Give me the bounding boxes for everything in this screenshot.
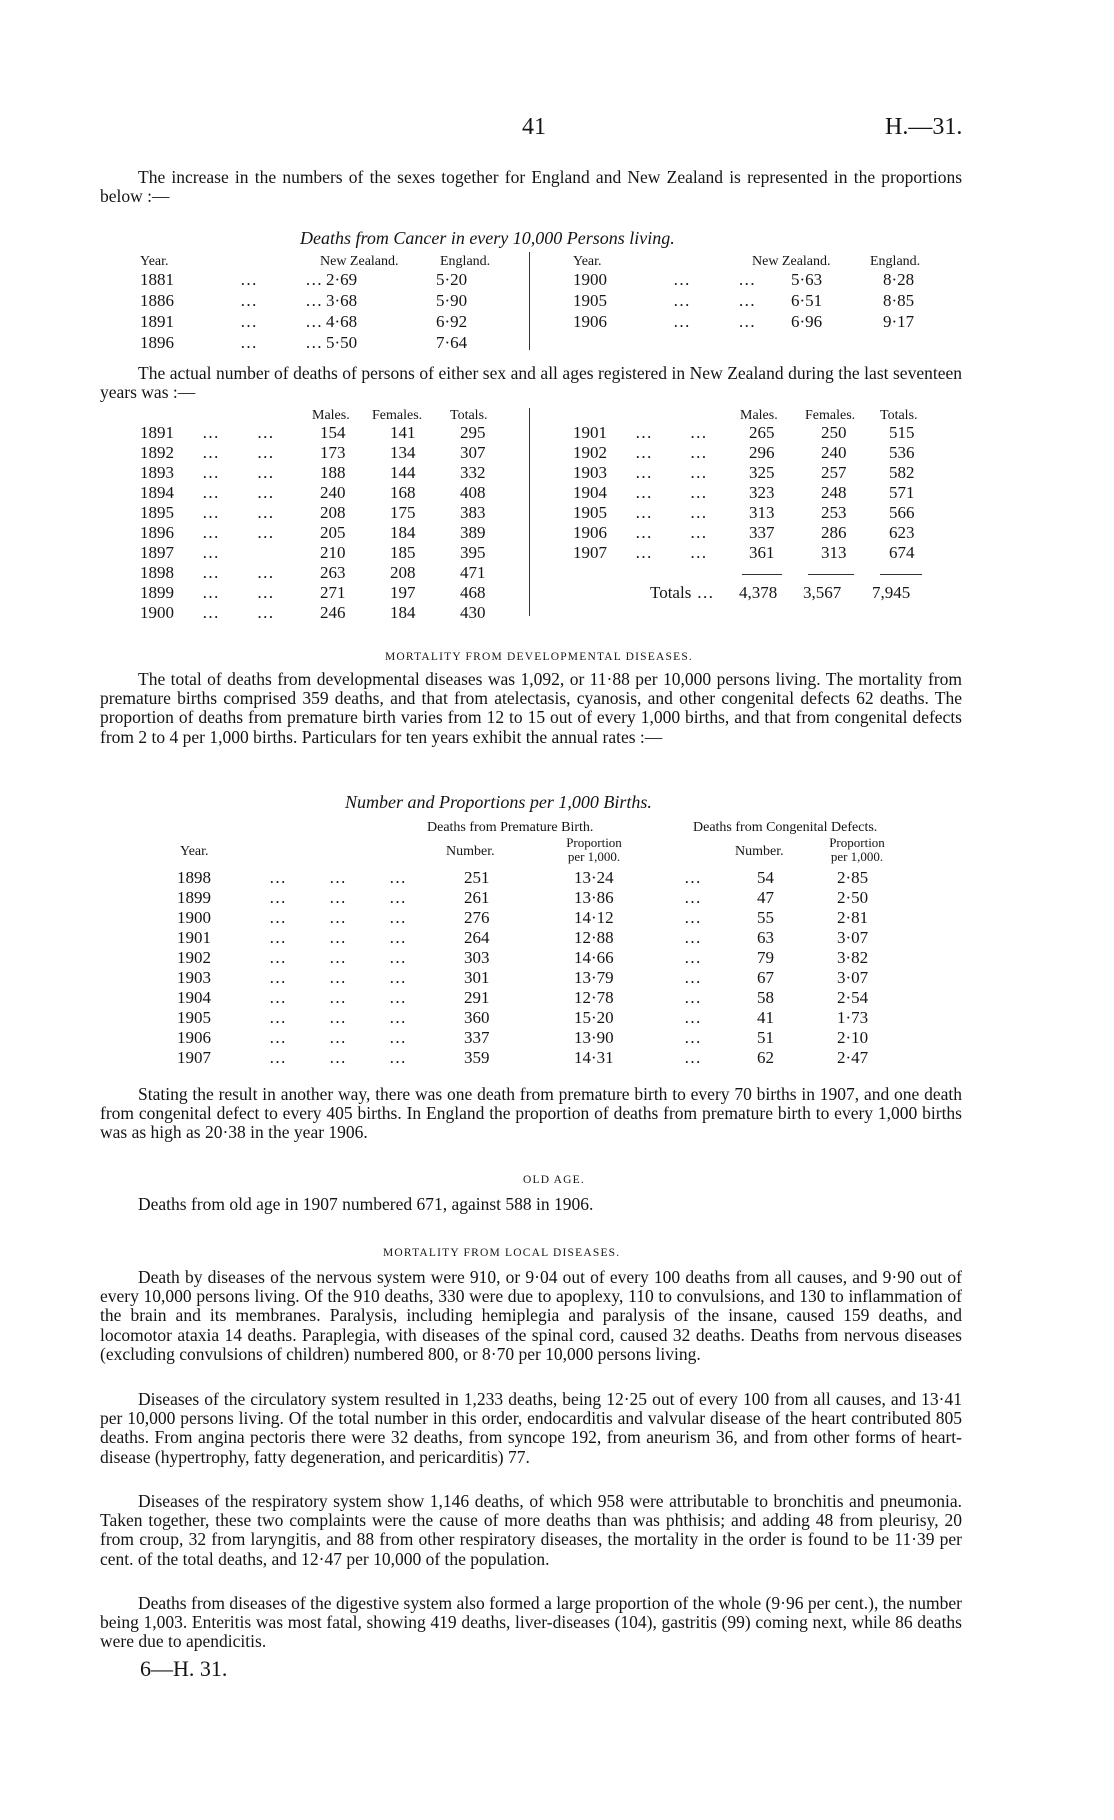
sex-col-females-left: Females.: [372, 408, 423, 423]
developmental-heading: MORTALITY FROM DEVELOPMENTAL DISEASES.: [385, 651, 693, 663]
seventeen-years-paragraph: The actual number of deaths of persons of either sex and all ages registered in New Zealand during the last seventeen years was :—: [100, 363, 962, 403]
totals-females: 3,567: [803, 583, 842, 602]
page-number: 41: [522, 114, 546, 140]
cancer-col-nz-left: New Zealand.: [320, 254, 399, 269]
totals-males: 4,378: [739, 583, 778, 602]
stating-paragraph: Stating the result in another way, there was one death from premature birth to every 70 births in 1907, and one death from congenital defect to every 405 births. In England the proportion of deaths from premature birth to every 1,000 births was as high as 20·38 in the year 1906.: [100, 1084, 962, 1143]
cancer-table-caption: Deaths from Cancer in every 10,000 Persons living.: [300, 228, 675, 248]
developmental-paragraph: The total of deaths from developmental diseases was 1,092, or 11·88 per 10,000 persons living. The mortality from premature births comprised 359 deaths, and that from atelectasis, cyanosis, and other congenital defects 62 deaths. The proportion of deaths from premature birth varies from 12 to 15 out of every 1,000 births, and that from congenital defects from 2 to 4 per 1,000 births. Particulars for ten years exhibit the annual rates :—: [100, 669, 962, 747]
document-reference: H.—31.: [885, 114, 963, 140]
local-diseases-heading: MORTALITY FROM LOCAL DISEASES.: [383, 1247, 621, 1259]
cancer-col-year-right: Year.: [573, 254, 602, 269]
cancer-col-eng-left: England.: [440, 254, 491, 269]
births-table-caption: Number and Proportions per 1,000 Births.: [345, 792, 652, 812]
premature-col-proportion: Proportion per 1,000.: [566, 835, 622, 864]
cancer-col-eng-right: England.: [870, 254, 921, 269]
sex-col-males-right: Males.: [740, 408, 778, 423]
premature-col-number: Number.: [446, 844, 495, 859]
digestive-system-paragraph: Deaths from diseases of the digestive system also formed a large proportion of the whole (9·96 per cent.), the number being 1,003. Enteritis was most fatal, showing 419 deaths, liver-diseases (104), gastritis (99) coming next, while 86 deaths were due to apendicitis.: [100, 1593, 962, 1652]
premature-group-header: Deaths from Premature Birth.: [427, 820, 594, 835]
sex-col-females-right: Females.: [805, 408, 856, 423]
totals-row: Totals …: [650, 583, 715, 602]
congenital-group-header: Deaths from Congenital Defects.: [693, 820, 878, 835]
old-age-paragraph: Deaths from old age in 1907 numbered 671, against 588 in 1906.: [138, 1194, 594, 1214]
sex-table-divider: [529, 408, 530, 616]
congenital-col-number: Number.: [735, 844, 784, 859]
totals-rule-totals: [880, 574, 922, 575]
intro-paragraph: The increase in the numbers of the sexes together for England and New Zealand is represented in the proportions below :—: [100, 167, 962, 207]
sex-col-totals-left: Totals.: [450, 408, 488, 423]
respiratory-system-paragraph: Diseases of the respiratory system show 1,146 deaths, of which 958 were attributable to bronchitis and pneumonia. Taken together, these two complaints were the cause of more deaths than was phthisis; and adding 48 from pleurisy, 20 from croup, 32 from laryngitis, and 88 from other respiratory diseases, the mortality in the order is found to be 11·39 per cent. of the total deaths, and 12·47 per 10,000 of the population.: [100, 1491, 962, 1569]
signature-mark: 6—H. 31.: [140, 1656, 228, 1681]
cancer-col-year-left: Year.: [140, 254, 169, 269]
totals-totals: 7,945: [872, 583, 911, 602]
cancer-col-nz-right: New Zealand.: [752, 254, 831, 269]
sex-col-males-left: Males.: [312, 408, 350, 423]
cancer-table-divider: [529, 252, 530, 350]
old-age-heading: OLD AGE.: [523, 1174, 585, 1186]
circulatory-system-paragraph: Diseases of the circulatory system resulted in 1,233 deaths, being 12·25 out of every 100 from all causes, and 13·41 per 10,000 persons living. Of the total number in this order, endocarditis and valvular disease of the heart contributed 805 deaths. From angina pectoris there were 32 deaths, from syncope 192, from aneurism 36, and from other forms of heart-disease (hypertrophy, fatty degeneration, and pericarditis) 77.: [100, 1389, 962, 1467]
totals-label: Totals: [650, 583, 692, 602]
congenital-col-proportion: Proportion per 1,000.: [829, 835, 885, 864]
sex-col-totals-right: Totals.: [880, 408, 918, 423]
births-col-year: Year.: [180, 844, 209, 859]
totals-rule-males: [742, 574, 782, 575]
totals-rule-females: [808, 574, 854, 575]
document-page: 41 H.—31. The increase in the numbers of the sexes together for England and New Zealand is represented in the proportions below :— Deaths from Cancer in every 10,000 Persons living. Year. New Zealand. England. Year. New Zealand. England. 1881 … … 2·69 5·20 1886 … … 3·68 5·90 1891 … … 4·68 6·92 1896 … … 5·50 7·64 1900 … … 5·63 8·28 1905 … … 6·51 8·85 1906 … … 6·96 9·17 The actual number of deaths of persons of either sex and all ages registered in New Zealand during the last seventeen years was :— Males. Females. Totals. Males. Females. Totals. 1891 … … 154 141 295 1892 … … 173 134 307 1893 … … 188 144 332 1894 … … 240 168 408 1895 … … 208 175 383 1896 … … 205 184 389 1897 … 210 185 395 1898 … … 263 208 471 1899 … … 271 197 468 1900 … … 246 184 430 1901 … … 265 250 515 1902 … … 296 240 536 1903 … … 325 257 582 1904 … … 323 248 571 1905 … … 313 253 566 1906 … … 337 286 623 1907 … … 361 313 674 Totals … 4,378 3,567 7,945 MORTALITY FROM DEVELOPMENTAL DISEASES. The total of deaths from developmental diseases was 1,092, or 11·88 per 10,000 persons living. The mortality from premature births comprised 359 deaths, and that from atelectasis, cyanosis, and other congenital defects 62 deaths. The proportion of deaths from premature birth varies from 12 to 15 out of every 1,000 births, and that from congenital defects from 2 to 4 per 1,000 births. Particulars for ten years exhibit the annual rates :— Number and Proportions per 1,000 Births. Deaths from Premature Birth. Deaths from Congenital Defects. Year. Number. Proportion per 1,000. Number. Proportion per 1,000. 1898 … … … 251 13·24 … 54 2·85 1899 … … … 261 13·86 … 47 2·50 1900 … … … 276 14·12 … 55 2·81 1901 … … … 264 12·88 … 63 3·07 1902 … … … 303 14·66 … 79 3·82 1903 … … … 301 13·79 … 67 3·07 1904 … … … 291 12·78 … 58 2·54 1905 … … … 360 15·20 … 41 1·73 1906 … … … 337 13·90 … 51 2·10 1907 … … … 359 14·31 … 62 2·47 Stating the result in another way, there was one death from premature birth to every 70 births in 1907, and one death from congenital defect to every 405 births. In England the proportion of deaths from premature birth to every 1,000 births was as high as 20·38 in the year 1906. OLD AGE. Deaths from old age in 1907 numbered 671, against 588 in 1906. MORTALITY FROM LOCAL DISEASES. Death by diseases of the nervous system were 910, or 9·04 out of every 100 deaths from all causes, and 9·90 out of every 10,000 persons living. Of the 910 deaths, 330 were due to apoplexy, 110 to convulsions, and 130 to inflammation of the brain and its membranes. Paralysis, including hemiplegia and paralysis of the insane, caused 159 deaths, and locomotor ataxia 14 deaths. Paraplegia, with diseases of the spinal cord, caused 32 deaths. Deaths from nervous diseases (excluding convulsions of children) numbered 800, or 8·70 per 10,000 persons living. Diseases of the circulatory system resulted in 1,233 deaths, being 12·25 out of every 100 from all causes, and 13·41 per 10,000 persons living. Of the total number in this order, endocarditis and valvular disease of the heart contributed 805 deaths. From angina pectoris there were 32 deaths, from syncope 192, from aneurism 36, and from other forms of heart-disease (hypertrophy, fatty degeneration, and pericarditis) 77. Diseases of the respiratory system show 1,146 deaths, of which 958 were attributable to bronchitis and pneumonia. Taken together, these two complaints were the cause of more deaths than was phthisis; and adding 48 from pleurisy, 20 from croup, 32 from laryngitis, and 88 from other respiratory diseases, the mortality in the order is found to be 11·39 per cent. of the total deaths, and 12·47 per 10,000 of the population. Deaths from diseases of the digestive system also formed a large proportion of the whole (9·96 per cent.), the number being 1,003. Enteritis was most fatal, showing 419 deaths, liver-diseases (104), gastritis (99) coming next, while 86 deaths were due to apendicitis. 6—H. 31.: [100, 114, 963, 1681]
nervous-system-paragraph: Death by diseases of the nervous system were 910, or 9·04 out of every 100 deaths from all causes, and 9·90 out of every 10,000 persons living. Of the 910 deaths, 330 were due to apoplexy, 110 to convulsions, and 130 to inflammation of the brain and its membranes. Paralysis, including hemiplegia and paralysis of the insane, caused 159 deaths, and locomotor ataxia 14 deaths. Paraplegia, with diseases of the spinal cord, caused 32 deaths. Deaths from nervous diseases (excluding convulsions of children) numbered 800, or 8·70 per 10,000 persons living.: [100, 1267, 962, 1364]
